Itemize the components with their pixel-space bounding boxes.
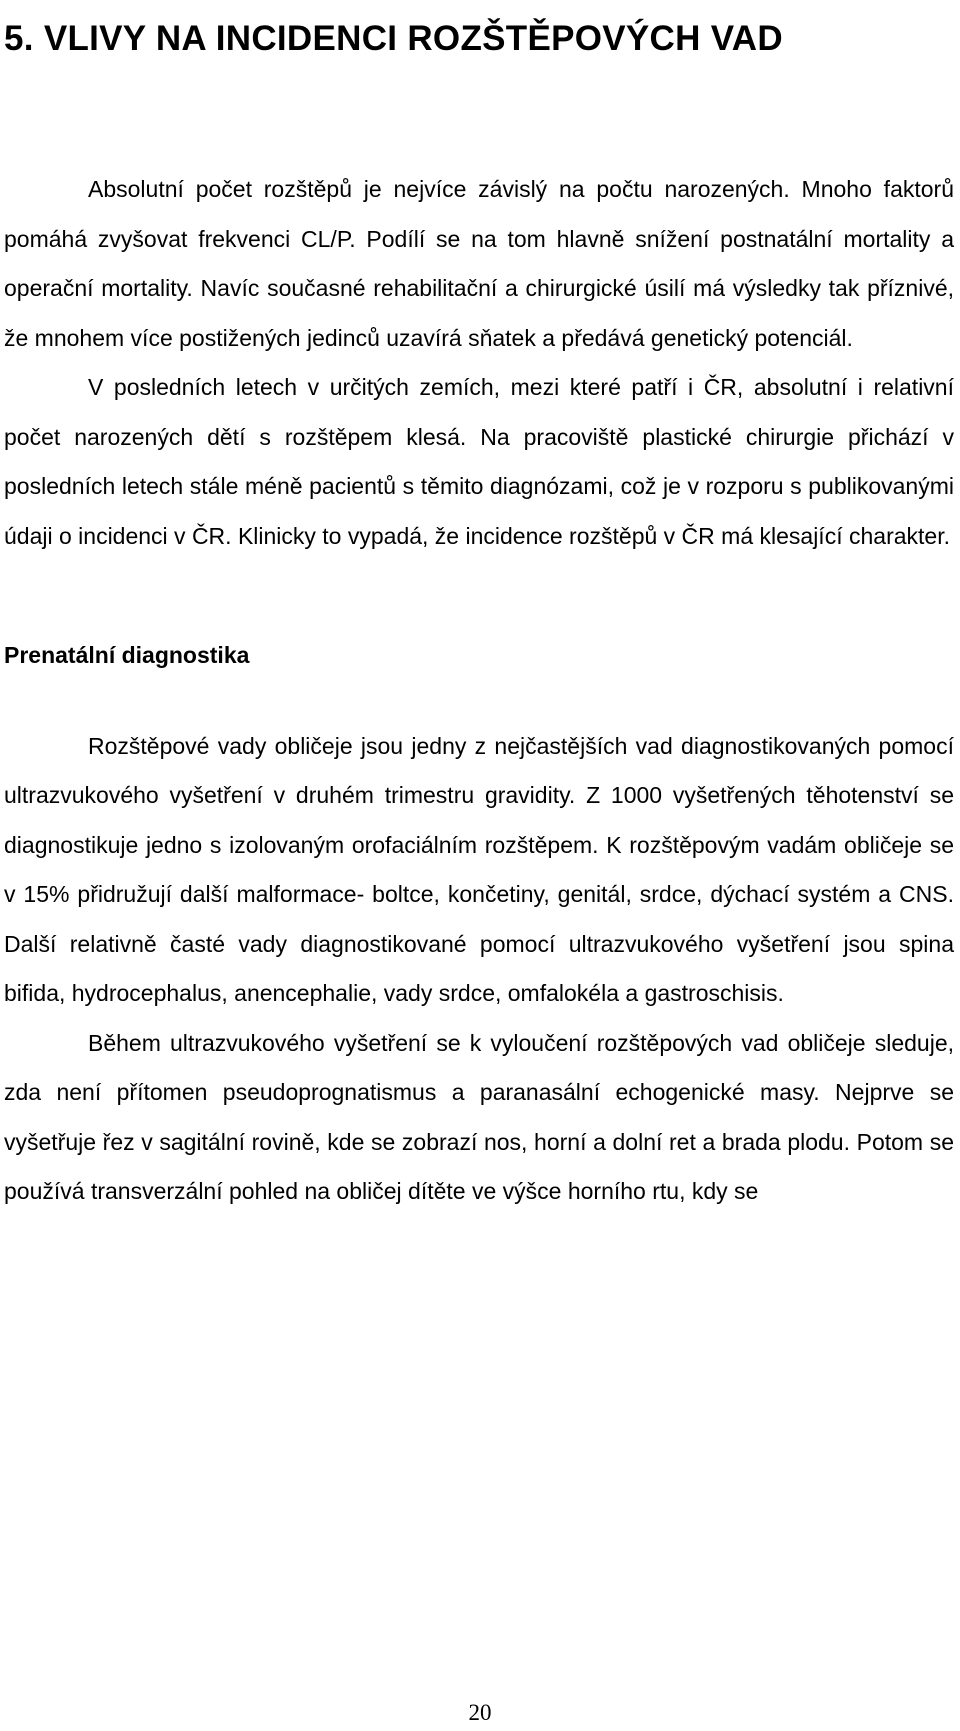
body-paragraph: V posledních letech v určitých zemích, mezi které patří i ČR, absolutní i relativní počet narozených dětí s rozštěpem klesá. Na pracoviště plastické chirurgie přichází v posledních letech stále méně pacientů s těmito diagnózami, což je v rozporu s publikovanými údaji o incidenci v ČR. Klinicky to vypadá, že incidence rozštěpů v ČR má klesající charakter. <box>4 374 954 549</box>
section-heading: Prenatální diagnostika <box>4 642 250 668</box>
body-paragraph: Absolutní počet rozštěpů je nejvíce závislý na počtu narozených. Mnoho faktorů pomáhá zvyšovat frekvenci CL/P. Podílí se na tom hlavně snížení postnatální mortality a operační mortality. Navíc současné rehabilitační a chirurgické úsilí má výsledky tak příznivé, že mnohem více postižených jedinců uzavírá sňatek a předává genetický potenciál. <box>4 176 954 351</box>
page-number: 20 <box>468 1700 492 1725</box>
body-paragraph: Během ultrazvukového vyšetření se k vyloučení rozštěpových vad obličeje sleduje, zda není přítomen pseudoprognatismus a paranasální echogenické masy. Nejprve se vyšetřuje řez v sagitální rovině, kde se zobrazí nos, horní a dolní ret a brada plodu. Potom se používá transverzální pohled na obličej dítěte ve výšce horního rtu, kdy se <box>4 1029 954 1204</box>
body-paragraph: Rozštěpové vady obličeje jsou jedny z nejčastějších vad diagnostikovaných pomocí ultrazvukového vyšetření v druhém trimestru gravidity. Z 1000 vyšetřených těhotenství se diagnostikuje jedno s izolovaným orofaciálním rozštěpem. K rozštěpovým vadám obličeje se v 15% přidružují další malformace- boltce, končetiny, genitál, srdce, dýchací systém a CNS. Další relativně časté vady diagnostikované pomocí ultrazvukového vyšetření jsou spina bifida, hydrocephalus, anencephalie, vady srdce, omfalokéla a gastroschisis. <box>4 732 954 1006</box>
document-page <box>4 0 954 1217</box>
chapter-title: 5. VLIVY NA INCIDENCI ROZŠTĚPOVÝCH VAD <box>4 19 783 58</box>
